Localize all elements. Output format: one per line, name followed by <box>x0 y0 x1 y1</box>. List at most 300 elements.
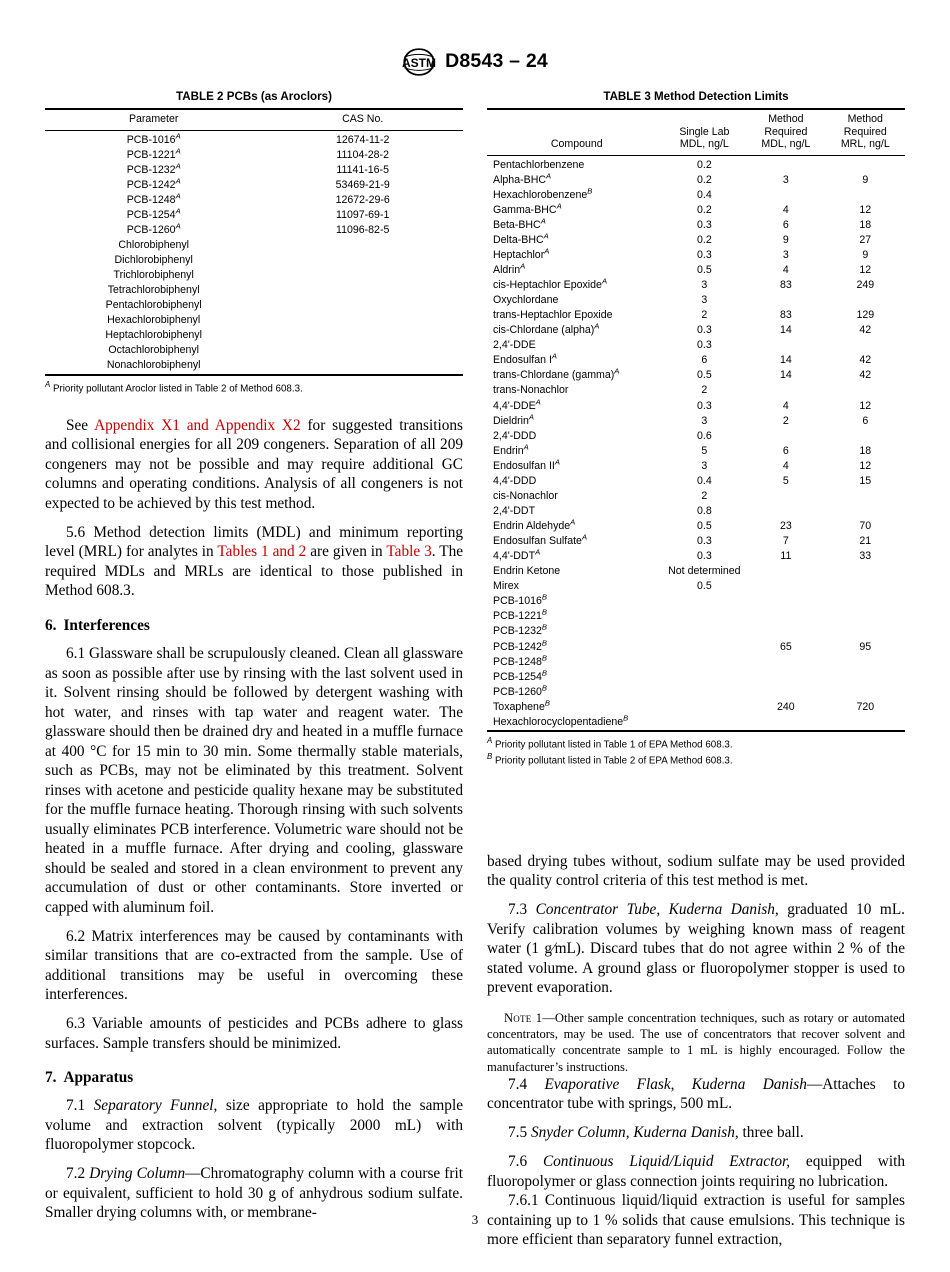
svg-text:ASTM: ASTM <box>402 56 437 70</box>
right-column-text <box>487 852 905 1250</box>
table-3-cell-single-lab-mdl: 0.3 <box>696 324 712 337</box>
table-3-cell-compound: Pentachlorbenzene <box>493 158 585 171</box>
table-2-block <box>45 90 463 396</box>
table-3-col-method-required-mrl <box>826 109 905 155</box>
table-3-cell-required-mdl: 5 <box>782 474 789 487</box>
table-row <box>487 188 905 203</box>
table-3-cell-required-mdl: 4 <box>782 399 789 412</box>
table-3-cell-single-lab-mdl: 0.2 <box>696 158 712 171</box>
para-7-4-rest: —Attaches to concentrator tube with springs, 500 mL. <box>487 1075 905 1113</box>
table-3-cell-compound: cis-Nonachlor <box>493 489 558 502</box>
table-3-cell-single-lab-mdl: 2 <box>701 384 708 397</box>
table-3-cell-required-mrl: 12 <box>859 399 872 412</box>
table-2-cell-parameter: PCB-1248$^A$ <box>126 191 181 206</box>
paragraph-7-5 <box>487 1123 905 1143</box>
table-row <box>45 148 463 163</box>
table-3-cell-single-lab-mdl: Not determined <box>668 565 741 578</box>
footnote-marker: A <box>546 171 552 181</box>
table-3-cell-single-lab-mdl: 0.6 <box>696 429 712 442</box>
paragraph-5-6 <box>45 523 463 601</box>
table-3-cell-required-mdl <box>746 155 825 173</box>
table-3-cell-required-mdl <box>746 685 825 700</box>
table-2-cell-parameter: PCB-1232$^A$ <box>126 161 181 176</box>
note-1-block <box>487 1010 905 1075</box>
paragraph-7-1 <box>45 1096 463 1155</box>
para-5-6-mid: are given in <box>306 543 387 561</box>
table-row <box>487 369 905 384</box>
table-2-cell-cas: 11104-28-2 <box>336 148 389 161</box>
table-row <box>487 309 905 324</box>
table-3-cell-required-mrl <box>826 504 905 519</box>
table-2-cell-cas <box>262 299 463 314</box>
table-3-cell-compound: Mirex <box>493 580 519 593</box>
table-3-col-compound-line1: Compound <box>550 138 603 150</box>
appendix-rest-text: for suggested transitions and collisional energies for all 209 congeners. Separation of all 209 congeners may not be possible and may require additional GC columns and operating conditions. Analysis of all congeners is not expected to be achieved by this test method. <box>45 416 463 512</box>
table-3-cell-required-mdl <box>746 188 825 203</box>
table-2-cell-parameter: Chlorobiphenyl <box>118 238 190 251</box>
table-3-caption: TABLE 3 Method Detection Limits <box>603 90 789 103</box>
table-row <box>487 700 905 715</box>
table-3-cell-single-lab-mdl: 0.5 <box>696 580 712 593</box>
table-3-cell-single-lab-mdl: 3 <box>701 279 708 291</box>
footnote-marker: A <box>175 146 181 156</box>
footnote-marker: A <box>523 442 529 452</box>
para-7-5-number: 7.5 <box>508 1124 531 1142</box>
footnote-marker: A <box>520 261 526 271</box>
table-3-cell-required-mdl <box>746 670 825 685</box>
table-2-cell-parameter: PCB-1016$^A$ <box>126 130 181 146</box>
footnote-marker: B <box>541 592 547 602</box>
paragraph-6-1: 6.1 Glassware shall be scrupulously cleaned. Clean all glassware as soon as possible after use by rinsing with the last solvent used in it. Solvent rinsing should be followed by detergent washing with hot water, and rinses with tap water and reagent water. The glassware should then be drained dry and heated in a muffle furnace at 400 °C for 15 min to 30 min. Some thermally stable materials, such as PCBs, may not be eliminated by this treatment. Solvent rinses with acetone and pesticide quality hexane may be substituted for the muffle furnace heating. Thorough rinsing with such solvents usually eliminates PCB interference. Volumetric ware should not be heated in a muffle furnace. After drying and cooling, glassware should be sealed and stored in a clean environment to prevent any accumulation of dust or other contaminants. Store inverted or capped with aluminum foil. <box>45 645 463 916</box>
table-3-cell-required-mdl: 9 <box>782 233 789 246</box>
table-3-cell-compound: Aldrin$^A$ <box>493 261 526 276</box>
table-2-footnotes <box>45 380 463 396</box>
footnote-marker: A <box>175 161 181 171</box>
table-3-cell-required-mrl: 18 <box>859 218 872 231</box>
footnote-marker: A <box>535 396 541 406</box>
table-row <box>45 223 463 238</box>
table-3-cell-required-mrl: 42 <box>859 369 872 382</box>
right-column <box>487 90 905 1250</box>
table-3-cell-single-lab-mdl: 0.2 <box>696 203 712 216</box>
section-6-number: 6. <box>45 616 57 634</box>
table-3-cell-single-lab-mdl: 0.3 <box>696 550 712 563</box>
para-7-2-number: 7.2 <box>66 1165 90 1183</box>
table-2-cell-parameter: PCB-1221$^A$ <box>126 146 181 161</box>
appendix-lead-text: See <box>66 416 95 434</box>
table-3-cell-required-mdl <box>746 293 825 308</box>
table-3-cell-single-lab-mdl: 0.5 <box>696 520 712 532</box>
table-row <box>487 489 905 504</box>
footnote-marker: A <box>614 366 620 376</box>
footnote-marker: B <box>623 713 629 723</box>
table-2-cell-parameter: Trichlorobiphenyl <box>113 269 194 282</box>
table-3-cell-required-mrl: 27 <box>859 233 872 246</box>
footnote-marker: A <box>528 412 535 422</box>
footnote-marker: B <box>541 653 547 663</box>
table-3-cell-single-lab-mdl <box>663 625 747 640</box>
table-3-cell-required-mrl <box>826 429 905 444</box>
footnote-marker: A <box>551 351 557 361</box>
table-row <box>45 284 463 299</box>
footnote-marker: A <box>570 517 576 527</box>
table-3-cell-compound: Heptachlor$^A$ <box>493 246 550 261</box>
table-3-cell-compound: Endosulfan II$^A$ <box>493 457 560 472</box>
table-3-cell-single-lab-mdl <box>663 655 747 670</box>
table-3-cell-required-mdl <box>746 384 825 399</box>
table-3-cell-single-lab-mdl: 3 <box>701 459 708 472</box>
table-row <box>487 324 905 339</box>
table-row <box>45 344 463 359</box>
page-number: 3 <box>471 1212 479 1227</box>
table-2-cell-parameter: Octachlorobiphenyl <box>108 344 200 357</box>
paragraph-7-6-1: 7.6.1 Continuous liquid/liquid extraction is useful for samples containing up to 1 % solids that cause emulsions. This technique is more efficient than separatory funnel extraction, <box>487 1192 905 1249</box>
footnote-marker: A <box>175 221 181 231</box>
table-3-cell-compound: Endosulfan I$^A$ <box>493 351 557 367</box>
col-c1-line2: MDL, ng/L <box>679 138 729 150</box>
table-3-cell-required-mdl: 14 <box>779 369 792 382</box>
table-row <box>487 354 905 369</box>
para-7-2-term: Drying Column <box>89 1165 186 1183</box>
table-3-cell-compound: Alpha-BHC$^A$ <box>493 171 552 186</box>
table-3-cell-single-lab-mdl: 2 <box>701 309 708 322</box>
table-row <box>487 233 905 248</box>
table-3-cell-compound: Delta-BHC$^A$ <box>493 231 549 246</box>
appendix-xref-link[interactable]: Appendix X1 and Appendix X2 <box>94 416 301 434</box>
footnote-marker: A <box>601 276 608 286</box>
table-row <box>45 268 463 283</box>
note-1-label: Note 1 <box>504 1010 543 1025</box>
table-3-footnote: $^B$ Priority pollutant listed in Table 2 of EPA Method 608.3. <box>487 752 733 767</box>
table-3-cell-required-mdl: 65 <box>779 640 792 653</box>
table-row <box>487 444 905 459</box>
table-3-cell-compound: PCB-1016$^B$ <box>493 592 547 608</box>
table-3-cell-single-lab-mdl: 0.8 <box>696 504 712 517</box>
table-row <box>487 278 905 293</box>
table-2-cell-parameter: Hexachlorobiphenyl <box>107 314 201 327</box>
table-2-cell-cas: 11096-82-5 <box>335 223 390 236</box>
table-3-cell-required-mdl: 4 <box>782 203 789 216</box>
table-3-cell-required-mrl: 12 <box>859 263 872 276</box>
table-3-cell-required-mrl <box>826 670 905 685</box>
table-3-cell-required-mrl <box>826 489 905 504</box>
para-7-1-rest: size appropriate to hold the sample volume and extraction solvent (typically 2000 mL) with fluoropolymer stopcock. <box>45 1097 463 1154</box>
table-2-cell-parameter: PCB-1260$^A$ <box>126 221 181 236</box>
table-3-cell-compound: Endrin Ketone <box>493 565 561 578</box>
table-3-cell-required-mrl <box>826 384 905 399</box>
table-row <box>487 655 905 670</box>
table-3-cell-required-mrl: 12 <box>859 459 872 472</box>
table-row <box>487 173 905 188</box>
footnote-marker: B <box>541 607 547 617</box>
table-3-cell-required-mdl: 3 <box>782 248 789 261</box>
table-row <box>487 459 905 474</box>
para-7-1-number: 7.1 <box>66 1097 94 1115</box>
page-header <box>0 46 950 76</box>
paragraph-6-3: 6.3 Variable amounts of pesticides and PCBs adhere to glass surfaces. Sample transfers should be minimized. <box>45 1015 463 1052</box>
table-3-cell-compound: Beta-BHC$^A$ <box>493 216 546 231</box>
table-2-cell-cas <box>262 329 463 344</box>
astm-logo <box>402 47 436 77</box>
table-3-cell-single-lab-mdl <box>663 670 747 685</box>
table-3-cell-required-mrl <box>826 685 905 700</box>
table-3-cell-required-mrl <box>826 715 905 731</box>
table-2-footnote: $^A$ Priority pollutant Aroclor listed in Table 2 of Method 608.3. <box>45 379 303 395</box>
table-3-cell-required-mdl: 11 <box>780 550 792 563</box>
table-3-cell-compound: PCB-1248$^B$ <box>493 653 547 668</box>
footnote-marker: A <box>543 231 549 241</box>
table-row <box>45 163 463 178</box>
table-3-cell-required-mdl <box>746 339 825 354</box>
table-3-cell-required-mdl <box>746 595 825 610</box>
para-7-2-rest: —Chromatography column with a course frit or equivalent, sufficient to hold 30 g of anhydrous sodium sulfate. Smaller drying columns with, or membrane- <box>45 1165 463 1222</box>
table-row <box>487 580 905 595</box>
table-3-cell-single-lab-mdl: 0.4 <box>696 188 712 201</box>
footnote-marker: A <box>535 547 541 557</box>
left-column-text <box>45 416 463 1223</box>
para-7-3-number: 7.3 <box>508 901 536 919</box>
table-3-cell-compound: 4,4'-DDE$^A$ <box>493 396 541 412</box>
table-3-cell-compound: Oxychlordane <box>493 294 559 307</box>
footnote-marker: A <box>581 532 588 542</box>
table-3-cell-required-mdl <box>746 655 825 670</box>
table-3-cell-required-mdl <box>746 489 825 504</box>
table-3-cell-required-mdl: 14 <box>779 354 792 367</box>
table-3-cell-required-mrl: 42 <box>859 324 872 337</box>
table-2-cell-parameter: Heptachlorobiphenyl <box>105 329 202 342</box>
table-3-cell-required-mdl <box>746 580 825 595</box>
paragraph-continued: based drying tubes without, sodium sulfate may be used provided the quality control criteria of this test method is met. <box>487 852 905 890</box>
table-row <box>45 238 463 253</box>
table-3-cell-required-mdl: 240 <box>777 700 795 713</box>
footnote-marker: A <box>544 246 550 256</box>
table-3-col-single-lab-mdl <box>663 109 747 155</box>
table-3-cell-required-mdl: 3 <box>782 173 789 186</box>
table-3-cell-compound: 4,4'-DDD <box>493 474 537 487</box>
table-row <box>45 208 463 223</box>
table-row <box>487 670 905 685</box>
table-2 <box>45 108 463 376</box>
table-2-caption: TABLE 2 PCBs (as Aroclors) <box>176 90 332 103</box>
table-2-cell-parameter: Pentachlorobiphenyl <box>105 299 202 312</box>
paragraph-7-4 <box>487 1075 905 1114</box>
table-row <box>487 640 905 655</box>
para-7-3-rest: graduated 10 mL. Verify calibration volumes by weighing known mass of reagent water (1 g⁄mL). Discard tubes that do not agree within 2 % of the stated volume. A ground glass or fluoropolymer stopper is used to prevent evaporation. <box>487 901 905 997</box>
para-7-6-rest: equipped with fluoropolymer or glass connection joints requiring no lubrication. <box>487 1153 905 1190</box>
table-row <box>45 329 463 344</box>
table-row <box>487 610 905 625</box>
footnote-marker: A <box>540 216 546 226</box>
table-row <box>487 429 905 444</box>
table-3-cell-compound: cis-Chlordane (alpha)$^A$ <box>493 321 600 337</box>
table-row <box>487 550 905 565</box>
col-c2-line2: Required <box>764 125 808 138</box>
table-3-cell-single-lab-mdl: 6 <box>701 354 708 367</box>
footnote-marker: B <box>541 622 547 632</box>
table-3-cell-compound: Gamma-BHC$^A$ <box>493 201 562 216</box>
table-2-cell-cas: 11097-69-1 <box>335 208 390 221</box>
table-row <box>487 263 905 278</box>
table-3-cell-compound: cis-Heptachlor Epoxide$^A$ <box>493 276 608 291</box>
table-3-cell-compound: trans-Heptachlor Epoxide <box>493 309 613 322</box>
table-2-cell-cas: 12672-29-6 <box>335 193 390 206</box>
table-3-cell-compound: Hexachlorocyclopentadiene$^B$ <box>493 713 629 728</box>
paragraph-6-2: 6.2 Matrix interferences may be caused by contaminants with similar transitions that are co-extracted from the sample. Use of additional transitions may be useful in overcoming these interferences. <box>45 927 463 1004</box>
table-3-cell-required-mrl: 9 <box>862 173 869 186</box>
table-3-cell-single-lab-mdl <box>663 715 747 731</box>
para-7-1-term: Separatory Funnel, <box>93 1097 218 1115</box>
table-3-cell-single-lab-mdl: 2 <box>701 489 708 502</box>
table-3-cell-single-lab-mdl: 0.3 <box>696 218 712 231</box>
table-2-cell-parameter: PCB-1254$^A$ <box>126 206 181 221</box>
footnote-marker: A <box>175 206 181 216</box>
table-3-cell-required-mrl: 12 <box>859 203 872 216</box>
table-3-cell-single-lab-mdl: 5 <box>701 444 708 457</box>
table-2-cell-cas <box>262 253 463 268</box>
table-3-cell-required-mrl: 129 <box>856 309 875 322</box>
para-7-4-number: 7.4 <box>508 1075 545 1093</box>
footnote-marker: B <box>541 637 547 647</box>
table-3-cell-required-mrl: 21 <box>859 535 872 548</box>
table-3-cell-required-mrl: 42 <box>859 354 872 367</box>
table-3-cell-single-lab-mdl: 0.2 <box>696 173 712 186</box>
table-3-cell-required-mdl <box>746 565 825 580</box>
left-column <box>45 90 463 1223</box>
footnote-marker: A <box>594 321 600 331</box>
table-row <box>487 474 905 489</box>
table-3-cell-required-mrl: 33 <box>859 550 872 563</box>
table-row <box>487 504 905 519</box>
table-row <box>487 625 905 640</box>
table-3-footnotes <box>487 736 905 768</box>
table-3-cell-compound: 2,4'-DDE <box>493 339 536 352</box>
table-3-cell-required-mrl: 9 <box>862 248 869 261</box>
para-7-5-term: Snyder Column, Kuderna Danish, <box>530 1124 739 1142</box>
table-3-cell-compound: PCB-1260$^B$ <box>493 683 547 698</box>
table-row <box>45 314 463 329</box>
table-2-cell-parameter: Nonachlorobiphenyl <box>106 359 201 372</box>
table-row <box>487 399 905 414</box>
table-3-cell-required-mdl: 6 <box>782 444 789 457</box>
table-3-cell-compound: Endrin$^A$ <box>493 442 529 457</box>
table-2-cell-parameter: Dichlorobiphenyl <box>114 254 193 266</box>
table-3-cell-single-lab-mdl <box>663 640 747 655</box>
footnote-marker: B <box>541 668 547 678</box>
para-7-6-term: Continuous Liquid/Liquid Extractor, <box>542 1153 791 1171</box>
table-3-cell-required-mdl: 23 <box>779 520 792 532</box>
table-2-cell-parameter: Tetrachlorobiphenyl <box>107 284 200 297</box>
footnote-marker: A <box>175 130 181 140</box>
section-heading-7 <box>45 1069 463 1087</box>
table-3-cell-required-mrl <box>826 610 905 625</box>
table-row <box>487 203 905 218</box>
col-c3-line3: MRL, ng/L <box>840 138 890 150</box>
table-3-cell-required-mdl: 2 <box>782 414 789 427</box>
table-2-cell-cas <box>262 344 463 359</box>
table-row <box>487 715 905 731</box>
paragraph-7-3 <box>487 900 905 998</box>
table-3-cell-required-mrl <box>826 580 905 595</box>
table-3-col-compound <box>487 109 663 155</box>
table-row <box>45 253 463 268</box>
table-2-cell-cas: 53469-21-9 <box>335 178 390 191</box>
table-row <box>45 178 463 193</box>
table-3-cell-single-lab-mdl: 0.2 <box>696 233 712 246</box>
table-3-cell-compound: PCB-1232$^B$ <box>493 622 547 638</box>
table-3-cell-required-mrl: 70 <box>859 520 872 532</box>
table-row <box>487 414 905 429</box>
table-3 <box>487 108 905 732</box>
footnote-marker: A <box>175 191 181 201</box>
table-row <box>487 519 905 534</box>
table-3-cell-required-mrl: 18 <box>859 444 872 457</box>
table-3-cell-single-lab-mdl: 0.3 <box>696 535 712 548</box>
table-3-cell-single-lab-mdl: 3 <box>701 414 708 427</box>
table-2-cell-cas <box>262 284 463 299</box>
table-3-cell-single-lab-mdl: 0.3 <box>696 399 712 412</box>
tables-1-2-xref-link[interactable]: Tables 1 and 2 <box>217 543 307 561</box>
table-3-cell-required-mrl <box>826 595 905 610</box>
table-2-cell-parameter: PCB-1242$^A$ <box>126 176 181 191</box>
table-3-cell-required-mdl: 4 <box>782 459 789 472</box>
section-heading-6 <box>45 617 463 635</box>
para-7-4-term: Evaporative Flask, Kuderna Danish <box>544 1075 807 1093</box>
col-c3-line1: Method <box>847 113 883 125</box>
table-3-head <box>487 109 905 155</box>
table-row <box>487 218 905 233</box>
table-row <box>45 359 463 375</box>
table-3-cell-required-mdl <box>746 504 825 519</box>
table-2-body <box>45 130 463 375</box>
table-3-footnote: $^A$ Priority pollutant listed in Table 1 of EPA Method 608.3. <box>487 736 733 751</box>
table-2-cell-cas <box>262 314 463 329</box>
table-3-cell-compound: Endosulfan Sulfate$^A$ <box>493 532 588 548</box>
section-6-title: Interferences <box>63 616 150 634</box>
table-3-cell-single-lab-mdl: 0.5 <box>696 369 712 382</box>
table-2-col-parameter: Parameter <box>128 113 179 125</box>
table-3-cell-compound: Endrin Aldehyde$^A$ <box>493 517 576 532</box>
table-3-cell-required-mrl: 95 <box>859 640 872 653</box>
document-designation: D8543 – 24 <box>445 49 548 72</box>
table-3-cell-required-mdl <box>746 715 825 731</box>
table-2-cell-cas <box>262 268 463 283</box>
table-3-cell-compound: PCB-1242$^B$ <box>493 637 547 653</box>
table-3-cell-required-mdl: 83 <box>779 279 792 291</box>
table-3-cell-required-mrl: 249 <box>856 279 875 291</box>
table-row <box>487 595 905 610</box>
table-row <box>45 193 463 208</box>
table-3-cell-required-mrl <box>826 655 905 670</box>
table-2-cell-cas: 11141-16-5 <box>336 163 389 176</box>
table-row <box>487 293 905 308</box>
table-3-cell-required-mrl <box>826 188 905 203</box>
table-2-cell-cas <box>262 359 463 375</box>
table-row <box>487 248 905 263</box>
table-2-head <box>45 109 463 130</box>
table-3-body <box>487 155 905 731</box>
table-3-block <box>487 90 905 768</box>
table-row <box>487 534 905 549</box>
table-3-cell-compound: Dieldrin$^A$ <box>493 412 535 427</box>
section-7-title: Apparatus <box>63 1069 134 1087</box>
table-3-cell-compound: 4,4'-DDT$^A$ <box>493 547 541 563</box>
table-3-cell-required-mdl <box>746 610 825 625</box>
table-3-cell-compound: Toxaphene$^B$ <box>493 698 550 713</box>
footnote-marker: A <box>175 176 181 186</box>
table-3-xref-link[interactable]: Table 3 <box>386 543 432 561</box>
table-3-cell-single-lab-mdl <box>663 685 747 700</box>
table-row <box>487 565 905 580</box>
